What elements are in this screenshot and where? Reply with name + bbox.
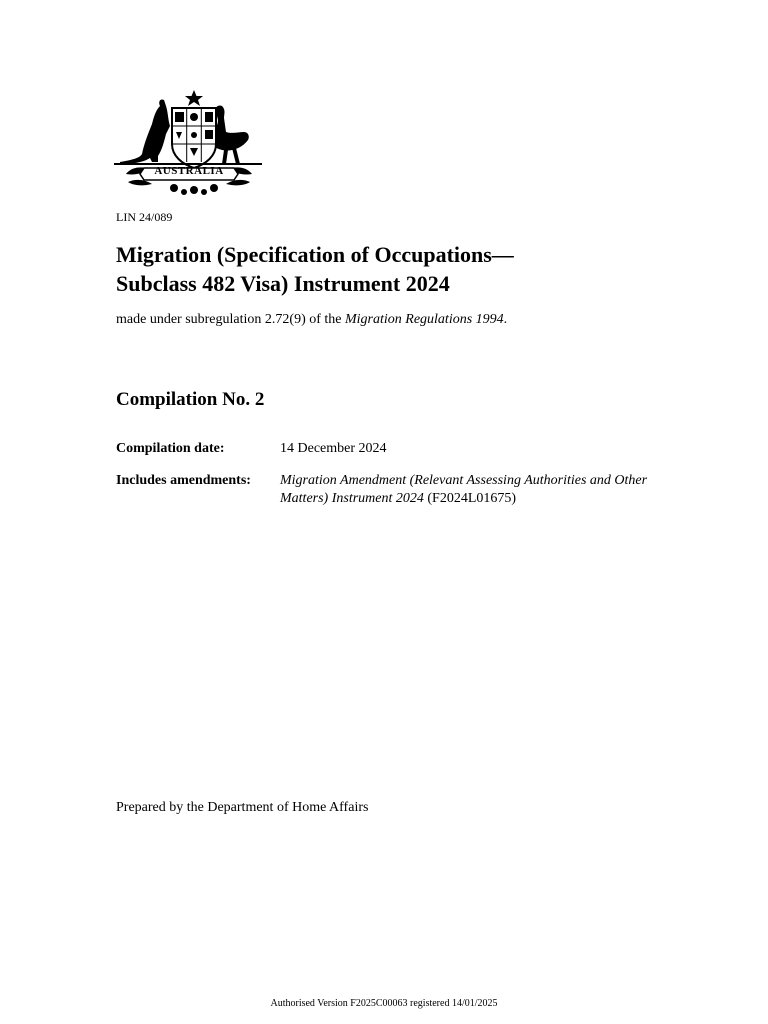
made-under-statement [116,312,507,328]
compilation-heading: Compilation No. 2 [116,389,265,410]
coat-of-arms-scroll-text: AUSTRALIA [154,165,224,177]
amendment-id: (F2024L01675) [423,491,517,506]
coat-of-arms-logo [114,86,264,198]
amendment-title: Migration Amendment (Relevant Assessing Authorities and Other Matters) Instrument 2024 [280,473,648,506]
coat-of-arms-icon [114,86,264,198]
amendments-label: Includes amendments: [116,473,251,488]
amendments-value [280,472,660,508]
prepared-by: Prepared by the Department of Home Affairs [116,800,369,815]
compilation-date-label: Compilation date: [116,441,225,456]
instrument-number: LIN 24/089 [116,210,173,224]
instrument-title [116,240,676,298]
made-under-suffix: . [503,312,508,327]
instrument-title-line-1: Migration (Specification of Occupations— [116,242,514,267]
made-under-regulation: Migration Regulations 1994 [345,312,504,327]
compilation-date-row [116,440,660,458]
instrument-title-line-2: Subclass 482 Visa) Instrument 2024 [116,271,450,296]
made-under-prefix: made under subregulation 2.72(9) of the [116,312,345,327]
compilation-date-value: 14 December 2024 [280,441,387,456]
footer-authorised-version: Authorised Version F2025C00063 registered 14/01/2025 [270,998,498,1009]
amendments-row [116,472,660,508]
